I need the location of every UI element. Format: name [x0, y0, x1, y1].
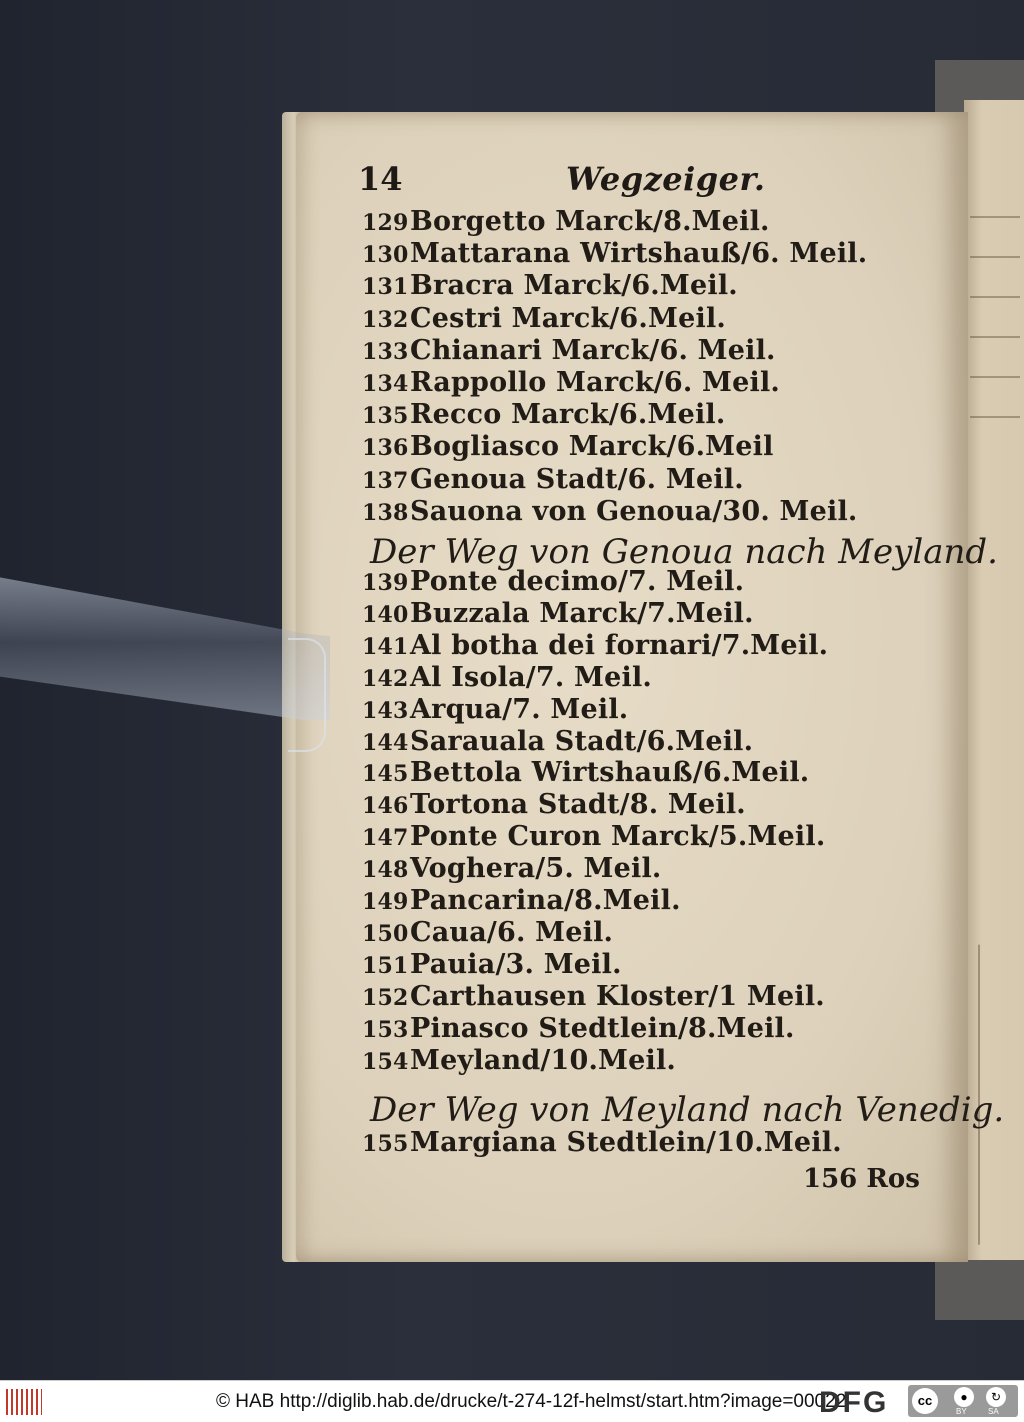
itinerary-entry	[362, 367, 780, 399]
entry-number: 138	[362, 499, 409, 526]
entry-text: Borgetto Marck/8.Meil.	[410, 206, 770, 237]
catchword: 156 Ros	[803, 1164, 920, 1194]
itinerary-entry	[362, 431, 774, 463]
entry-number: 153	[362, 1016, 409, 1043]
entry-number: 152	[362, 984, 409, 1011]
entry-text: Recco Marck/6.Meil.	[410, 399, 726, 431]
entry-number: 141	[362, 633, 409, 660]
entry-text: Pinasco Stedtlein/8.Meil.	[410, 1012, 795, 1044]
entry-number: 143	[362, 697, 409, 724]
entry-number: 149	[362, 889, 409, 915]
itinerary-entry	[362, 630, 828, 662]
entry-text: Voghera/5. Meil.	[410, 853, 662, 885]
entry-number: 140	[362, 601, 409, 628]
entry-text: Caua/6. Meil.	[410, 916, 614, 948]
facing-page-line	[970, 350, 1020, 378]
entry-text: Sauona von Genoua/30. Meil.	[410, 495, 858, 527]
page-header	[358, 160, 918, 206]
entry-number: 137	[362, 467, 409, 494]
entry-text: Genoua Stadt/6. Meil.	[410, 463, 744, 495]
cc-license-badge[interactable]	[908, 1385, 1018, 1417]
license-sa-label: SA	[988, 1407, 999, 1416]
entry-number: 130	[362, 242, 409, 269]
running-title: Wegzeiger.	[566, 160, 766, 198]
license-by-label: BY	[956, 1407, 967, 1416]
facing-page-line	[970, 390, 1020, 418]
library-barcode-icon	[6, 1389, 42, 1415]
section-heading-meyland-venedig: Der Weg von Meyland nach Venedig.	[370, 1090, 1005, 1130]
itinerary-entry	[362, 1045, 676, 1077]
entry-number: 135	[362, 403, 409, 430]
itinerary-entry	[362, 566, 744, 598]
dfg-logo[interactable]: DFG	[819, 1386, 889, 1419]
itinerary-entry	[362, 1127, 842, 1159]
footer-credit-link[interactable]: © HAB http://diglib.hab.de/drucke/t-274-12f-helmst/start.htm?image=00022	[216, 1391, 847, 1412]
entry-text: Pauia/3. Meil.	[410, 948, 622, 980]
entry-text: Meyland/10.Meil.	[410, 1044, 677, 1076]
itinerary-entry	[362, 399, 726, 431]
entry-number: 155	[362, 1131, 409, 1157]
facing-page-line	[970, 230, 1020, 258]
itinerary-entry	[362, 885, 681, 917]
itinerary-entry	[362, 981, 825, 1013]
entry-text: Ponte decimo/7. Meil.	[410, 566, 745, 597]
itinerary-entry	[362, 949, 622, 981]
entry-text: Sarauala Stadt/6.Meil.	[410, 725, 754, 757]
entry-text: Arqua/7. Meil.	[410, 693, 629, 725]
entry-number: 148	[362, 857, 409, 884]
entry-number: 151	[362, 952, 409, 979]
entry-number: 147	[362, 825, 409, 852]
itinerary-entry	[362, 917, 613, 949]
entry-number: 154	[362, 1048, 409, 1075]
entry-text: Buzzala Marck/7.Meil.	[410, 597, 754, 629]
entry-number: 144	[362, 729, 409, 756]
entry-number: 146	[362, 793, 409, 820]
entry-number: 129	[362, 210, 409, 236]
page-number: 14	[358, 160, 403, 198]
entry-number: 131	[362, 274, 409, 301]
itinerary-entry	[362, 335, 776, 367]
entry-number: 132	[362, 306, 409, 333]
entry-number: 150	[362, 920, 409, 947]
entry-text: Bettola Wirtshauß/6.Meil.	[410, 757, 810, 789]
entry-text: Cestri Marck/6.Meil.	[410, 302, 727, 334]
itinerary-entry	[362, 821, 825, 853]
person-icon: ●	[954, 1387, 974, 1407]
itinerary-entry	[362, 206, 770, 238]
itinerary-entry	[362, 303, 726, 335]
entry-number: 136	[362, 435, 409, 462]
entry-number: 145	[362, 761, 409, 788]
itinerary-entry	[362, 853, 662, 885]
entry-text: Carthausen Kloster/1 Meil.	[410, 980, 825, 1012]
entry-text: Mattarana Wirtshauß/6. Meil.	[410, 238, 868, 270]
page-marker-tip	[288, 638, 326, 752]
facing-page-line	[970, 270, 1020, 298]
itinerary-entry	[362, 496, 858, 528]
itinerary-entry	[362, 1013, 795, 1045]
entry-text: Chianari Marck/6. Meil.	[410, 334, 776, 366]
entry-number: 142	[362, 665, 409, 692]
entry-number: 133	[362, 338, 409, 365]
facing-page-line	[970, 190, 1020, 218]
entry-text: Margiana Stedtlein/10.Meil.	[410, 1127, 842, 1158]
share-alike-icon: ↻	[986, 1387, 1006, 1407]
itinerary-entry	[362, 238, 867, 270]
itinerary-entry	[362, 789, 746, 821]
cc-icon: cc	[912, 1388, 938, 1414]
itinerary-entry	[362, 662, 652, 694]
itinerary-entry	[362, 694, 628, 726]
entry-text: Rappollo Marck/6. Meil.	[410, 367, 781, 398]
entry-text: Ponte Curon Marck/5.Meil.	[410, 821, 826, 853]
section-heading-genoua-meyland: Der Weg von Genoua nach Meyland.	[370, 532, 998, 572]
entry-text: Tortona Stadt/8. Meil.	[410, 789, 746, 821]
entry-number: 134	[362, 371, 409, 397]
entry-text: Al Isola/7. Meil.	[410, 661, 653, 693]
itinerary-entry	[362, 598, 754, 630]
entry-text: Bracra Marck/6.Meil.	[410, 270, 738, 302]
entry-number: 139	[362, 570, 409, 596]
entry-text: Al botha dei fornari/7.Meil.	[410, 629, 829, 661]
itinerary-entry	[362, 757, 809, 789]
entry-text: Bogliasco Marck/6.Meil	[410, 431, 774, 463]
itinerary-entry	[362, 464, 744, 496]
entry-text: Pancarina/8.Meil.	[410, 885, 681, 916]
facing-page-line	[970, 310, 1020, 338]
itinerary-entry	[362, 270, 738, 302]
itinerary-entry	[362, 726, 753, 758]
footer-bar	[0, 1380, 1024, 1422]
